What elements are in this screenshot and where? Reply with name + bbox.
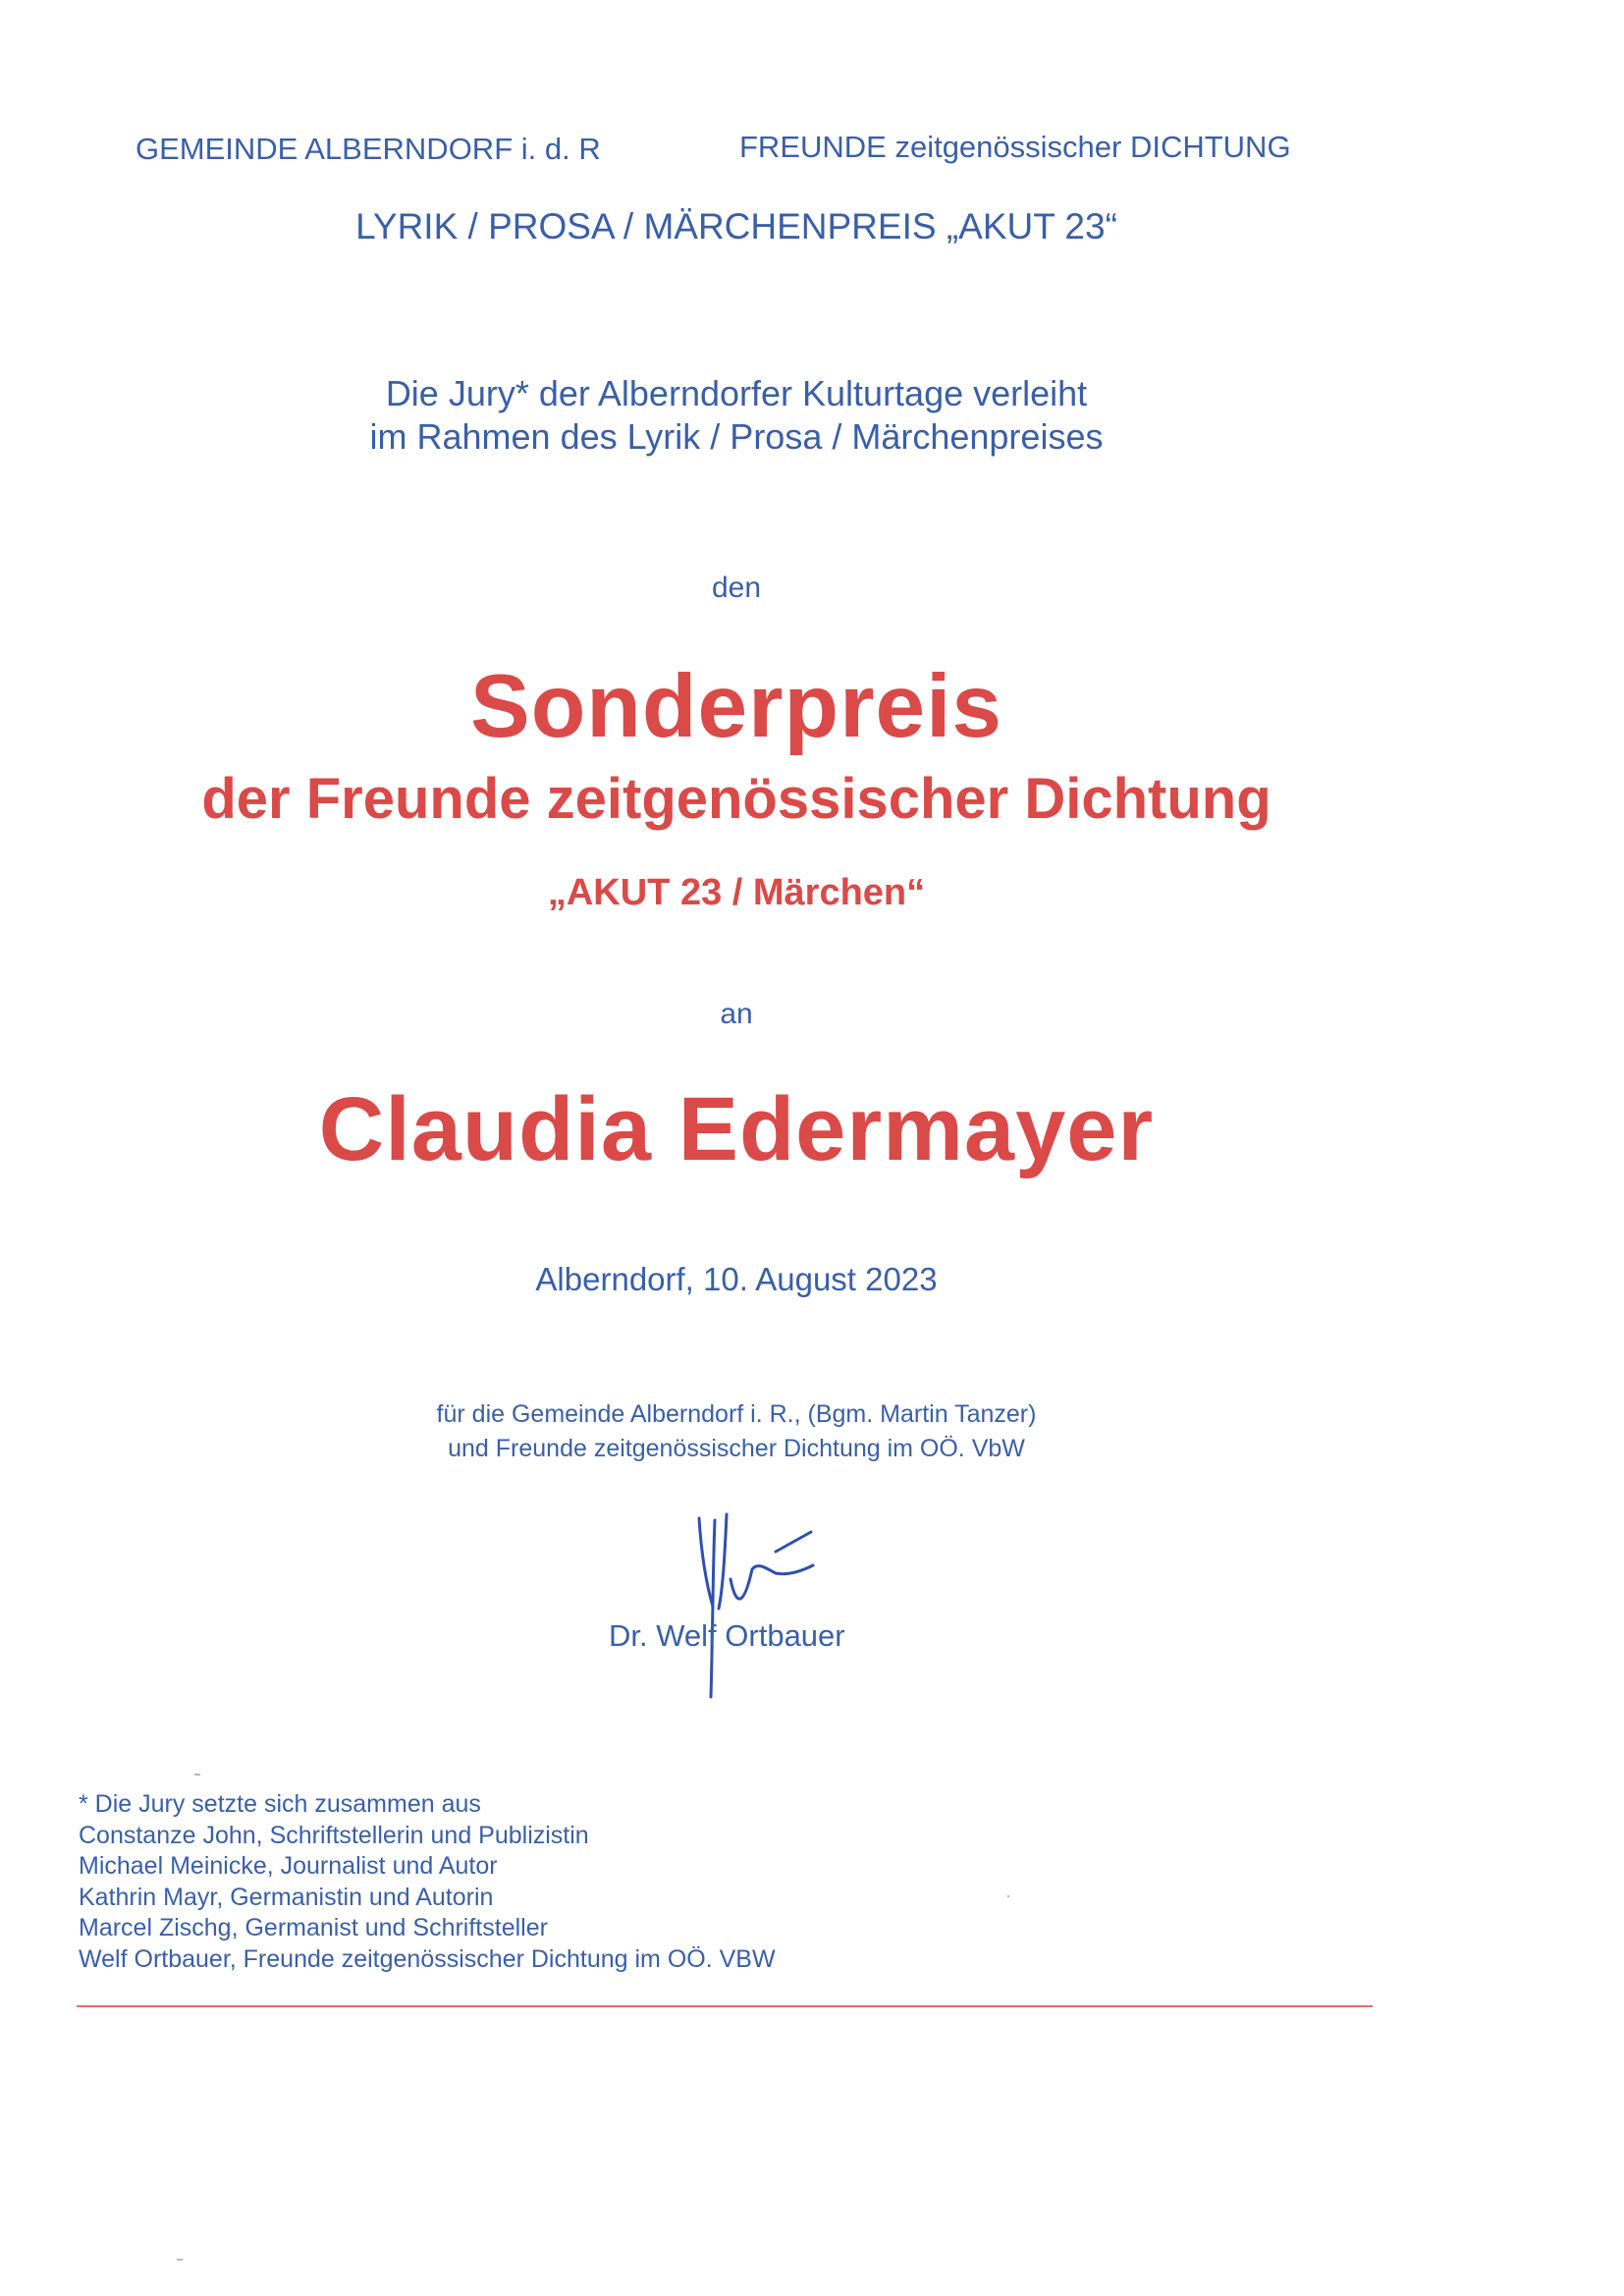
header-municipality: GEMEINDE ALBERNDORF i. d. R xyxy=(135,132,601,166)
intro-line-1: Die Jury* der Alberndorfer Kulturtage verleiht xyxy=(385,373,1088,413)
award-category: „AKUT 23 / Märchen“ xyxy=(547,872,926,913)
scan-speck xyxy=(1007,1895,1009,1897)
scan-speck xyxy=(177,2259,183,2261)
jury-line-intro: * Die Jury setzte sich zusammen aus xyxy=(79,1790,481,1818)
place-date: Alberndorf, 10. August 2023 xyxy=(535,1261,938,1297)
signer-name: Dr. Welf Ortbauer xyxy=(609,1618,845,1653)
intro-line-2: im Rahmen des Lyrik / Prosa / Märchenpreises xyxy=(369,416,1104,457)
prize-line: LYRIK / PROSA / MÄRCHENPREIS „AKUT 23“ xyxy=(355,206,1117,246)
handwritten-signature xyxy=(677,1510,844,1707)
article-den: den xyxy=(711,572,762,604)
jury-member: Constanze John, Schriftstellerin und Publizistin xyxy=(79,1821,589,1849)
recipient-name: Claudia Edermayer xyxy=(318,1079,1155,1179)
footer-divider xyxy=(77,2005,1373,2007)
preposition-an: an xyxy=(720,998,753,1030)
award-subtitle: der Freunde zeitgenössischer Dichtung xyxy=(201,767,1272,831)
jury-member: Michael Meinicke, Journalist und Autor xyxy=(79,1852,498,1880)
jury-member: Marcel Zischg, Germanist und Schriftsteller xyxy=(79,1914,548,1941)
jury-member: Welf Ortbauer, Freunde zeitgenössischer Dichtung im OÖ. VBW xyxy=(79,1944,776,1973)
scan-speck xyxy=(194,1774,200,1776)
jury-footnote xyxy=(79,1789,776,1975)
signatory-org-line-1: für die Gemeinde Alberndorf i. R., (Bgm. Martin Tanzer) xyxy=(436,1400,1037,1428)
jury-member: Kathrin Mayr, Germanistin und Autorin xyxy=(79,1883,494,1911)
award-title: Sonderpreis xyxy=(470,657,1002,756)
signatory-org-line-2: und Freunde zeitgenössischer Dichtung im OÖ. VbW xyxy=(448,1435,1025,1462)
header-association: FREUNDE zeitgenössischer DICHTUNG xyxy=(739,130,1291,164)
